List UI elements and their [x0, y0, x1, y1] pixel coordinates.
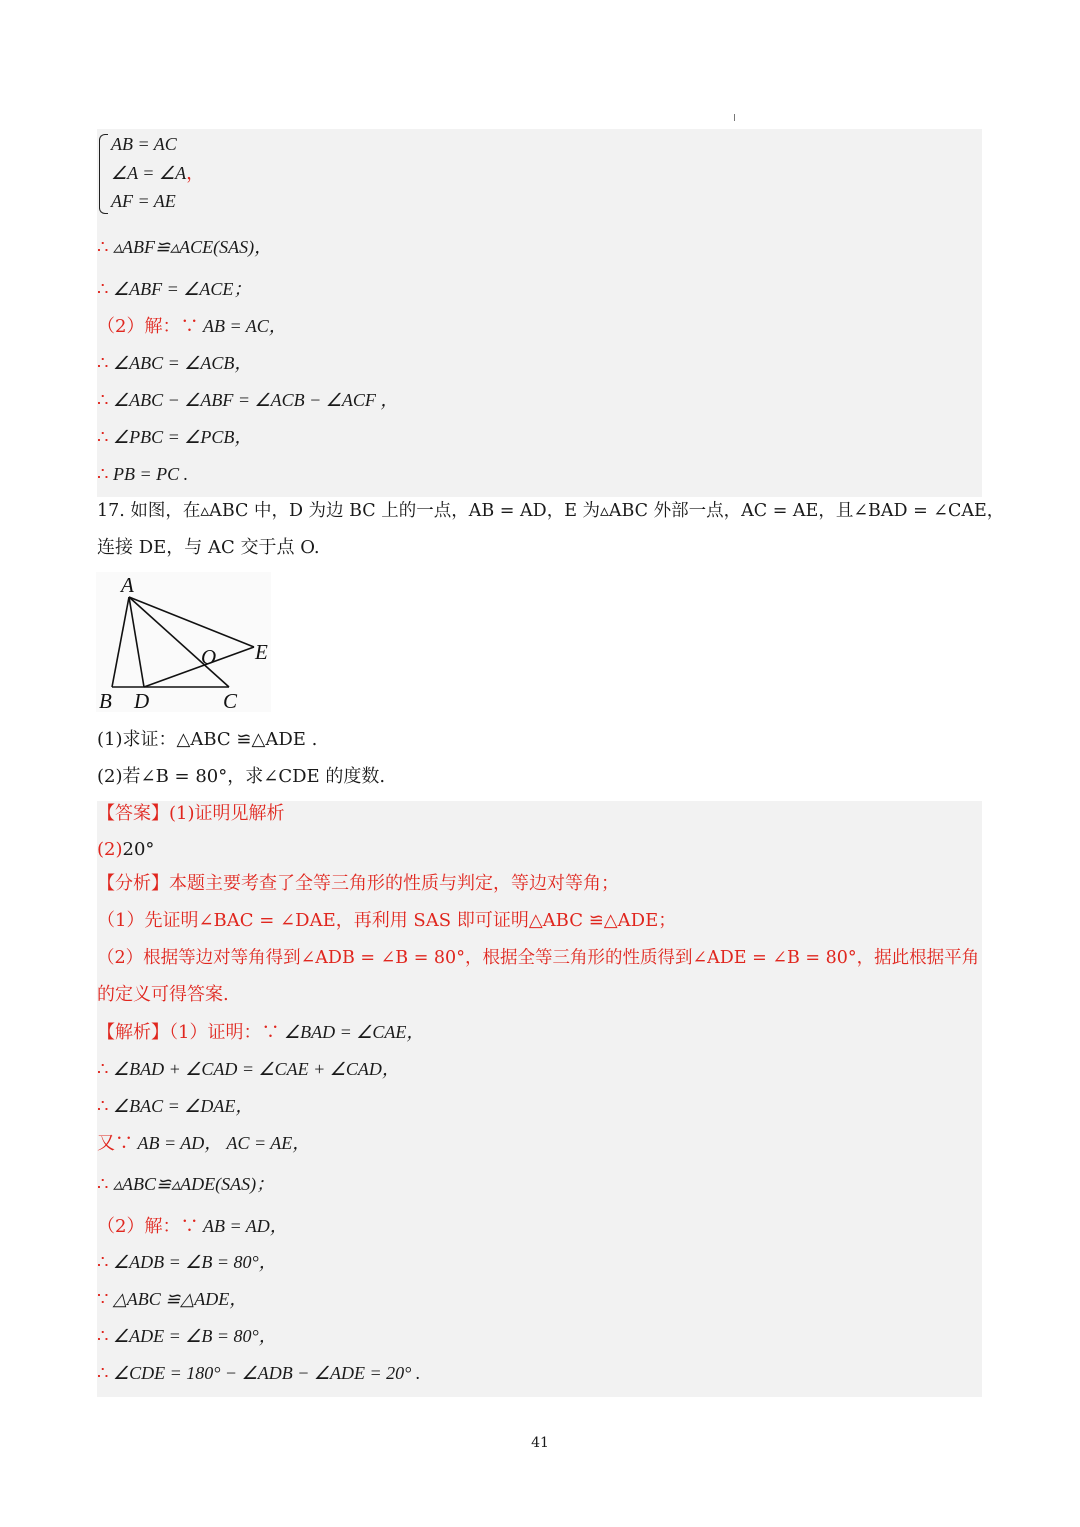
question-text-line-2: 连接 DE，与 AC 交于点 O. [97, 537, 320, 558]
system-line-2: ∠A = ∠A， [111, 163, 205, 183]
system-brace [99, 134, 108, 214]
solution-step: ∴ ∠BAC = ∠DAE， [97, 1096, 254, 1117]
proof-line: ∴ PB = PC . [97, 464, 189, 485]
proof-line: ∴ ∠ABC − ∠ABF = ∠ACB − ∠ACF ， [97, 390, 399, 411]
solution-step: ∴ ∠BAD + ∠CAD = ∠CAE + ∠CAD， [97, 1059, 400, 1080]
solution-step: ∵ △ABC ≌△ADE， [97, 1289, 248, 1310]
label-c: C [223, 689, 238, 713]
solution-tag: 【解析】 [97, 1022, 169, 1043]
question-part-1: (1)求证：△ABC ≌△ADE . [97, 729, 318, 750]
solution-line-1: 【解析】（1）证明：∵ ∠BAD = ∠CAE， [97, 1022, 425, 1043]
analysis-tag: 【分析】 [97, 873, 169, 894]
proof-line: ∴ ∠ABC = ∠ACB， [97, 353, 253, 374]
answer-line-1: 【答案】(1)证明见解析 [97, 803, 285, 824]
proof-line: ∴ ∠PBC = ∠PCB， [97, 427, 253, 448]
proof-line: ∴ ∠ABF = ∠ACE； [97, 279, 252, 300]
header-mark [734, 114, 735, 121]
solution-step: （2）解：∵ AB = AD， [97, 1216, 288, 1237]
label-o: O [201, 645, 217, 669]
label-b: B [99, 689, 112, 713]
proof-line: ∴ ▵ABF≌▵ACE(SAS)， [97, 237, 273, 258]
proof-line: （2）解：∵ AB = AC， [97, 316, 287, 337]
solution-step: ∴ ∠ADB = ∠B = 80°， [97, 1252, 277, 1273]
page-number: 41 [531, 1435, 549, 1451]
triangle-figure [96, 572, 276, 714]
solution-step: ∴ ∠ADE = ∠B = 80°， [97, 1326, 277, 1347]
question-part-2: (2)若∠B = 80°，求∠CDE 的度数. [97, 766, 386, 787]
label-e: E [255, 640, 268, 664]
solution-step: 又∵ AB = AD， AC = AE， [97, 1133, 311, 1154]
answer-line-2: (2)20° [97, 839, 155, 860]
solution-step: ∴ ▵ABC≌▵ADE(SAS)； [97, 1174, 275, 1195]
analysis-line-1: 【分析】本题主要考查了全等三角形的性质与判定，等边对等角； [97, 873, 619, 894]
solution-step: ∴ ∠CDE = 180° − ∠ADB − ∠ADE = 20° . [97, 1363, 421, 1384]
system-line-3: AF = AE [111, 191, 176, 211]
label-a: A [121, 573, 134, 597]
analysis-line-4: 的定义可得答案. [97, 984, 229, 1005]
analysis-line-3: （2）根据等边对等角得到∠ADB = ∠B = 80°，根据全等三角形的性质得到∠ADE = ∠B = 80°，据此根据平角 [97, 948, 980, 968]
question-text-line-1: 17. 如图，在▵ABC 中，D 为边 BC 上的一点，AB = AD，E 为▵ABC 外部一点，AC = AE，且∠BAD = ∠CAE， [97, 501, 1005, 521]
answer-tag: 【答案】 [97, 803, 169, 824]
label-d: D [134, 689, 150, 713]
system-line-1: AB = AC [111, 134, 177, 154]
analysis-line-2: （1）先证明∠BAC = ∠DAE，再利用 SAS 即可证明△ABC ≌△ADE； [97, 910, 677, 931]
